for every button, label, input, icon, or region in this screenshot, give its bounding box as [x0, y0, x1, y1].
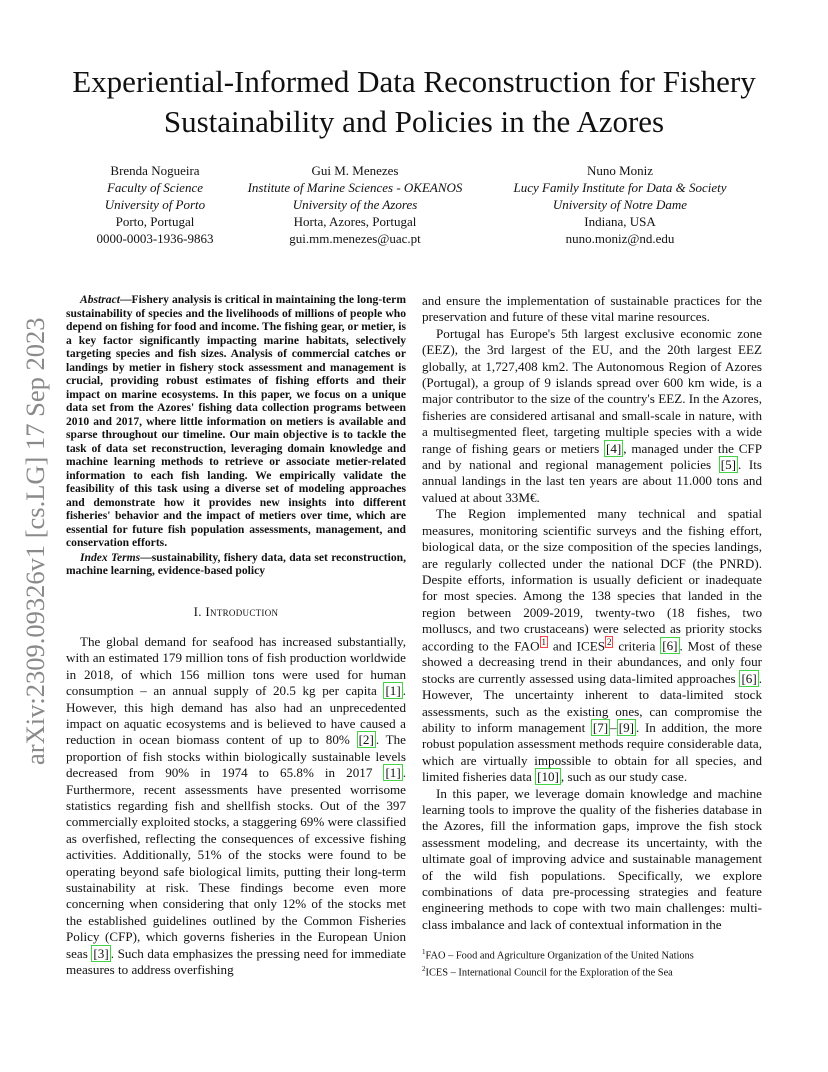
- left-column: [66, 293, 406, 978]
- citation-link[interactable]: [4]: [606, 440, 622, 456]
- text-run-continued-left: . Such data emphasizes the pressing need for immediate measures to address overfishing: [66, 945, 406, 978]
- text-run: criteria: [613, 637, 661, 653]
- text-run: , such as our study case.: [560, 769, 688, 785]
- footnote-mark: 1: [422, 948, 426, 956]
- footnote-text: ICES – International Council for the Exploration of the Sea: [425, 967, 673, 979]
- citation-link[interactable]: [1]: [385, 683, 401, 699]
- paragraph: [422, 326, 762, 506]
- paragraph: [422, 506, 762, 785]
- citation-link[interactable]: [6]: [741, 670, 757, 686]
- author-institution: University of the Azores: [292, 197, 418, 212]
- citation-link[interactable]: [9]: [618, 719, 634, 735]
- paragraph-continued: [422, 293, 762, 326]
- author-name: Gui M. Menezes: [311, 163, 399, 178]
- citation-link[interactable]: [3]: [93, 945, 109, 961]
- author-affiliation: Faculty of Science: [106, 180, 203, 195]
- paper-title: Experiential-Informed Data Reconstruction for Fishery Sustainability and Policies in the Azores: [72, 64, 756, 139]
- citation-link[interactable]: [5]: [720, 457, 737, 473]
- index-terms: [66, 551, 406, 578]
- author-affiliation: Lucy Family Institute for Data & Society: [513, 180, 727, 195]
- abstract-label: Abstract: [80, 293, 120, 306]
- footnote-mark: 2: [422, 964, 426, 973]
- citation-link[interactable]: [6]: [662, 637, 678, 653]
- footnote: [422, 946, 762, 963]
- index-terms-label: Index Terms: [80, 550, 141, 564]
- abstract: [66, 293, 406, 550]
- footnote-marker[interactable]: 1: [541, 636, 547, 647]
- author-name: Nuno Moniz: [586, 163, 654, 178]
- text-run: . Its annual landings in the last ten years are about 11.000 tons and valued at about 33M€.: [422, 457, 762, 505]
- text-run: The Region implemented many technical and spatial measures, monitoring scientific surveys and the fishing effort, biological data, or the size composition of the species landings, are regularly collected under the national DCF (the PNRD). Despite efforts, information is usually deficient or inadequate for most species. Among the 138 species that landed in the region between 2009-2019, twenty-two (18 fishes, two molluscs, and two crustaceans) were selected as priority stocks according to the FAO: [422, 506, 762, 653]
- text-run: The global demand for seafood has increased substantially, with an estimated 179 million tons of fish production worldwide in 2018, of which 156 million tons were used for human consumption – an annual supply of 20.5 kg per capita: [66, 633, 406, 699]
- author-institution: University of Notre Dame: [552, 197, 688, 212]
- author-location: Indiana, USA: [584, 214, 656, 229]
- footnote: [422, 963, 762, 980]
- paragraph: [66, 634, 406, 979]
- author-location: Horta, Azores, Portugal: [293, 214, 417, 229]
- author-email: gui.mm.menezes@uac.pt: [289, 231, 421, 246]
- author-2: [230, 162, 480, 247]
- text-run: . Furthermore, recent assessments have presented worrisome statistics regarding fish and shellfish stocks. Out of the 397 commercially exploited stocks, a staggering 69% were classified as overfished, reflecting the consequences of excessive fishing activities. Additionally, 51% of the stocks were found to be operating beyond safe biological limits, putting their long-term sustainability at risk. These findings become even more concerning when considering that only 12% of the stocks met the established guidelines outlined by the Common Fisheries Policy (CFP), which governs fisheries in the European Union seas: [66, 765, 406, 961]
- footnotes: [422, 946, 762, 980]
- author-email: nuno.moniz@nd.edu: [565, 231, 675, 246]
- author-location: Porto, Portugal: [115, 214, 195, 229]
- citation-link[interactable]: [1]: [385, 765, 401, 781]
- paragraph: In this paper, we leverage domain knowledge and machine learning tools to improve the quality of the fisheries database in the Azores, fill the information gaps, improve the fish stock assessment modeling, and decrease its uncertainty, with the ultimate goal of improving advice and sustainable management of the wild fish populations. Specifically, we explore combinations of data pre-processing strategies and feature engineering methods to cope with two main challenges: multi-class imbalance and lack of contextual information in the: [422, 785, 762, 932]
- author-affiliation: Institute of Marine Sciences - OKEANOS: [247, 180, 463, 195]
- footnote-text: FAO – Food and Agriculture Organization of the United Nations: [425, 950, 694, 962]
- text-run: . Most of these showed a decreasing trend in their abundances, and only four stocks are currently assessed using data-limited approaches: [422, 637, 763, 686]
- text-run: –: [610, 719, 617, 735]
- arxiv-identifier: arXiv:2309.09326v1 [cs.LG] 17 Sep 2023: [20, 317, 50, 765]
- text-run: and ICES: [548, 637, 605, 653]
- author-3: [480, 162, 760, 247]
- footnote-marker[interactable]: 2: [606, 636, 612, 647]
- text-run: . In addition, the more robust population assessment methods require considerable data, which are virtually impossible to obtain for all species, and limited fisheries data: [422, 719, 762, 785]
- abstract-text: —Fishery analysis is critical in maintaining the long-term sustainability of species and the livelihoods of millions of people who depend on fishing for food and income. The fishing gear, or metier, is a key factor significantly impacting marine habitats, selectively targeting species and fish sizes. Analysis of commercial catches or landings by metier in fishery stock assessment and management is crucial, providing robust estimates of fishing efforts and their impact on marine ecosystems. In this paper, we focus on a unique data set from the Azores' fishing data collection programs between 2010 and 2017, where little information on metiers is available and sparse throughout our timeline. Our main objective is to tackle the task of data set reconstruction, leveraging domain knowledge and machine learning methods to retrieve or associate metier-related information to each fish landing. We empirically validate the feasibility of this task using a diverse set of modeling approaches and demonstrate how it provides new insights into different fisheries' behavior and the impact of metiers over time, which are essential for future fish population assessments, management, and conservation efforts.: [66, 293, 406, 549]
- text-run: , managed under the CFP and by national and regional management policies: [422, 440, 762, 473]
- author-1: [70, 162, 240, 247]
- author-name: Brenda Nogueira: [110, 163, 200, 178]
- author-institution: University of Porto: [104, 197, 206, 212]
- citation-link[interactable]: [7]: [592, 719, 609, 735]
- citation-link[interactable]: [2]: [358, 732, 374, 748]
- citation-link[interactable]: [10]: [537, 769, 559, 785]
- right-column: [422, 293, 762, 933]
- text-run-continued-right: and ensure the implementation of sustainable practices for the preservation and future of these vital marine resources.: [422, 293, 762, 325]
- text-run: Portugal has Europe's 5th largest exclusive economic zone (EEZ), the 3rd largest of the EU, and the 20th largest EEZ globally, at 1,727,408 km2. The Autonomous Region of Azores (Portugal), a group of 9 islands spread over 600 km wide, is a major contributor to the size of the country's EEZ. In the Azores, fisheries are considered artisanal and small-scale in nature, with a multisegmented fleet, targeting multiple species with a wide range of fishing gears or metiers: [422, 325, 762, 456]
- section-heading: I. Introduction: [193, 603, 279, 619]
- author-orcid: 0000-0003-1936-9863: [96, 231, 214, 246]
- text-run: . However, The uncertainty inherent to data-limited stock assessments, such as the existing ones, can compromise the ability to inform management: [422, 670, 762, 735]
- author-block: [60, 162, 768, 252]
- text-run: . However, this high demand has also had an unprecedented impact on aquatic ecosystems and is believed to have caused a reduction in ocean biomass content of up to 80%: [66, 683, 406, 748]
- index-terms-text: —sustainability, fishery data, data set reconstruction, machine learning, evidence-based policy: [66, 550, 407, 577]
- text-run: . The proportion of fish stocks within biologically sustainable levels decreased from 90% in 1974 to 65.8% in 2017: [66, 732, 406, 781]
